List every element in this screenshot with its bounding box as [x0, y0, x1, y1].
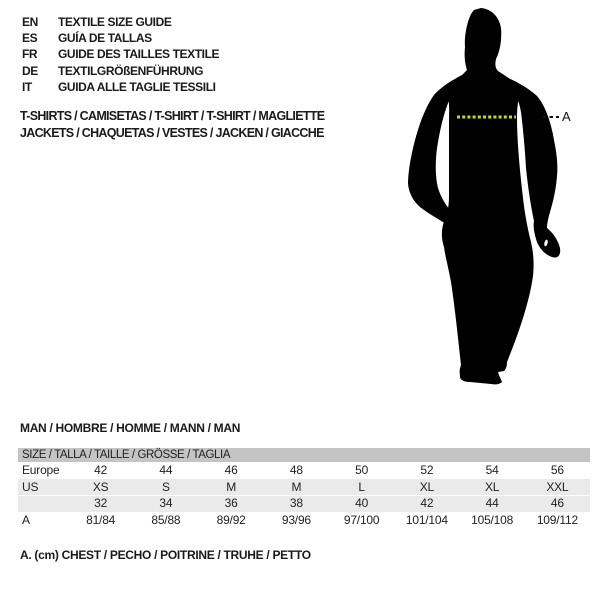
- row-label: Europe: [22, 463, 60, 478]
- size-cell: 85/88: [151, 512, 181, 527]
- size-cell: 40: [355, 496, 369, 511]
- language-row: [22, 30, 219, 46]
- size-cell: 89/92: [216, 512, 246, 527]
- language-row: [22, 46, 219, 62]
- language-row: [22, 14, 219, 30]
- language-code: IT: [22, 79, 32, 94]
- section-title-man: MAN / HOMBRE / HOMME / MANN / MAN: [20, 421, 241, 435]
- size-cell: 56: [550, 463, 564, 478]
- size-cell: 93/96: [281, 512, 311, 527]
- size-cell: 50: [355, 463, 369, 478]
- size-cell: XS: [92, 479, 109, 494]
- size-cell: 42: [420, 496, 434, 511]
- language-title: GUIDE DES TAILLES TEXTILE: [58, 47, 220, 62]
- size-cell: 42: [94, 463, 108, 478]
- size-cell: L: [358, 479, 365, 494]
- size-cell: M: [226, 479, 237, 494]
- language-list: [22, 14, 219, 95]
- row-label: US: [22, 479, 39, 494]
- size-cell: S: [161, 479, 170, 494]
- category-jackets: JACKETS / CHAQUETAS / VESTES / JACKEN / GIACCHE: [20, 126, 324, 140]
- size-cell: 52: [420, 463, 434, 478]
- measurement-footnote: A. (cm) CHEST / PECHO / POITRINE / TRUHE / PETTO: [20, 548, 311, 562]
- size-cell: 46: [224, 463, 238, 478]
- size-cell: 44: [159, 463, 173, 478]
- size-cell: 109/112: [536, 512, 578, 527]
- size-cell: 36: [224, 496, 238, 511]
- language-title: TEXTILGRÖßENFÜHRUNG: [58, 63, 204, 78]
- size-cell: XL: [419, 479, 435, 494]
- language-code: ES: [22, 31, 38, 46]
- size-cell: 34: [159, 496, 173, 511]
- size-cell: 101/104: [405, 512, 448, 527]
- size-cell: XXL: [546, 479, 569, 494]
- measurement-a-label: A: [562, 109, 571, 124]
- size-cell: 32: [94, 496, 108, 511]
- language-title: GUIDA ALLE TAGLIE TESSILI: [58, 79, 216, 94]
- size-table-row: [18, 495, 590, 512]
- size-cell: 44: [485, 496, 499, 511]
- language-code: DE: [22, 63, 38, 78]
- size-cell: XL: [484, 479, 500, 494]
- size-table-body: [18, 462, 590, 528]
- size-table-row: [18, 462, 590, 479]
- category-tshirts: T-SHIRTS / CAMISETAS / T-SHIRT / T-SHIRT / MAGLIETTE: [20, 109, 325, 123]
- size-cell: 48: [289, 463, 303, 478]
- size-table: [18, 448, 590, 528]
- size-cell: 105/108: [471, 512, 514, 527]
- row-label: A: [22, 512, 30, 527]
- garment-category-lines: [20, 108, 324, 142]
- size-table-row: [18, 479, 590, 496]
- size-cell: 81/84: [86, 512, 116, 527]
- language-title: GUÍA DE TALLAS: [58, 31, 152, 46]
- language-row: [22, 79, 219, 95]
- language-row: [22, 63, 219, 79]
- language-title: TEXTILE SIZE GUIDE: [58, 15, 172, 30]
- body-shape: [442, 8, 534, 384]
- language-code: EN: [22, 15, 38, 30]
- size-table-header: SIZE / TALLA / TAILLE / GRÖSSE / TAGLIA: [18, 448, 590, 462]
- size-cell: 46: [550, 496, 564, 511]
- size-cell: 38: [289, 496, 303, 511]
- size-cell: 97/100: [343, 512, 380, 527]
- size-table-row: [18, 512, 590, 529]
- size-cell: 54: [485, 463, 499, 478]
- language-code: FR: [22, 47, 38, 62]
- size-cell: M: [291, 479, 302, 494]
- man-silhouette: [395, 0, 600, 400]
